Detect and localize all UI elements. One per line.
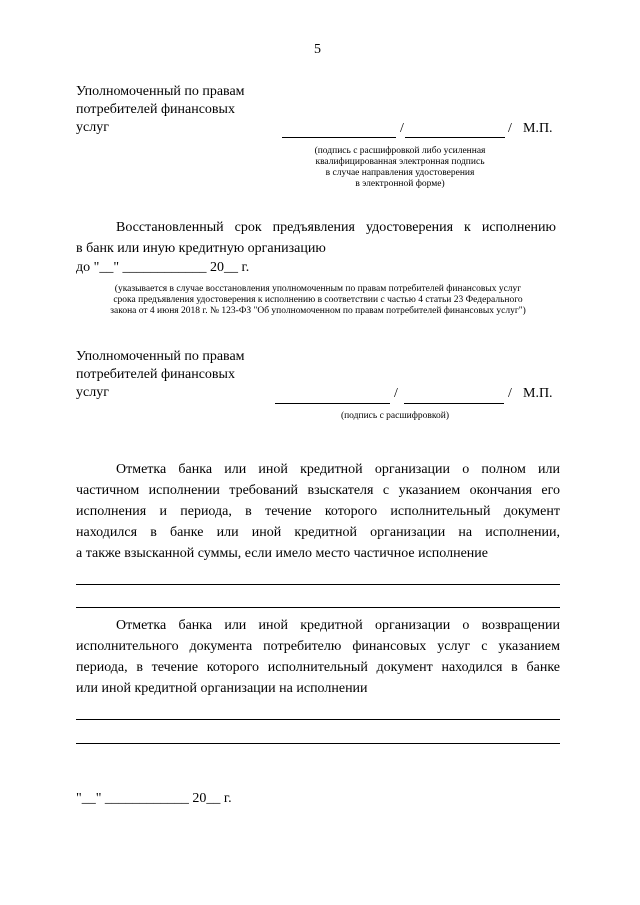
stamp-2-label: М.П. <box>523 386 553 401</box>
bank-mark-full-line-3: исполнения и периода, в течение которого исполнительный документ <box>76 504 560 519</box>
bank-mark-return-line-1: Отметка банка или иной кредитной организации о возвращении <box>116 618 560 633</box>
signature-slash: / <box>400 121 404 136</box>
stamp-label: М.П. <box>523 121 553 136</box>
official-title-line-2: потребителей финансовых <box>76 102 235 117</box>
page-number: 5 <box>314 42 321 57</box>
fill-line-1 <box>76 584 560 585</box>
signature-caption-line-4: в электронной форме) <box>355 179 445 189</box>
bank-mark-full <box>76 459 560 564</box>
bank-mark-return-line-4: или иной кредитной организации на исполнении <box>76 681 368 696</box>
bank-mark-full-line-5: а также взысканной суммы, если имело место частичное исполнение <box>76 546 489 561</box>
restored-line-1: Восстановленный срок предъявления удостоверения к исполнению <box>116 220 556 235</box>
restored-note-line-3: закона от 4 июня 2018 г. № 123-ФЗ "Об уполномоченном по правам потребителей финансовых услуг") <box>110 306 526 316</box>
signature-caption <box>300 146 500 190</box>
fill-line-4 <box>76 743 560 744</box>
bank-mark-full-line-4: находился в банке или иной кредитной организации на исполнении, <box>76 525 560 540</box>
bank-mark-full-line-1: Отметка банка или иной кредитной организации о полном или <box>116 462 560 477</box>
fill-line-2 <box>76 607 560 608</box>
official-title-line-3: услуг <box>76 120 109 135</box>
signature-caption-line-2: квалифицированная электронная подпись <box>315 157 485 167</box>
date-line: "__" ____________ 20__ г. <box>76 791 232 806</box>
bank-mark-return-line-3: периода, в течение которого исполнительный документ находился в банке <box>76 660 560 675</box>
official-title-2-line-2: потребителей финансовых <box>76 367 235 382</box>
bank-mark-full-line-2: частичном исполнении требований взыскателя с указанием окончания его <box>76 483 560 498</box>
signature-line-left <box>282 137 396 138</box>
signature-caption-line-3: в случае направления удостоверения <box>325 168 475 178</box>
fill-line-3 <box>76 719 560 720</box>
official-title-2-line-1: Уполномоченный по правам <box>76 349 245 364</box>
signature-2-line-right <box>404 403 504 404</box>
signature-2-caption: (подпись с расшифровкой) <box>340 411 450 421</box>
restored-note-line-1: (указывается в случае восстановления уполномоченным по правам потребителей финансовых услуг <box>114 284 522 294</box>
signature-slash-end: / <box>508 121 512 136</box>
restored-line-2: в банк или иную кредитную организацию <box>76 241 326 256</box>
restored-note-line-2: срока предъявления удостоверения к исполнению в соответствии с частью 4 статьи 23 Федерального <box>113 295 523 305</box>
signature-line-right <box>405 137 505 138</box>
signature-2-slash-end: / <box>508 386 512 401</box>
restored-date-line: до "__" ____________ 20__ г. <box>76 260 250 275</box>
signature-2-slash: / <box>394 386 398 401</box>
signature-caption-line-1: (подпись с расшифровкой либо усиленная <box>314 146 486 156</box>
signature-2-line-left <box>275 403 390 404</box>
official-title-2-line-3: услуг <box>76 385 109 400</box>
bank-mark-return-line-2: исполнительного документа потребителю финансовых услуг с указанием <box>76 639 560 654</box>
official-title-line-1: Уполномоченный по правам <box>76 84 245 99</box>
restored-note <box>76 284 560 317</box>
bank-mark-return <box>76 615 560 699</box>
